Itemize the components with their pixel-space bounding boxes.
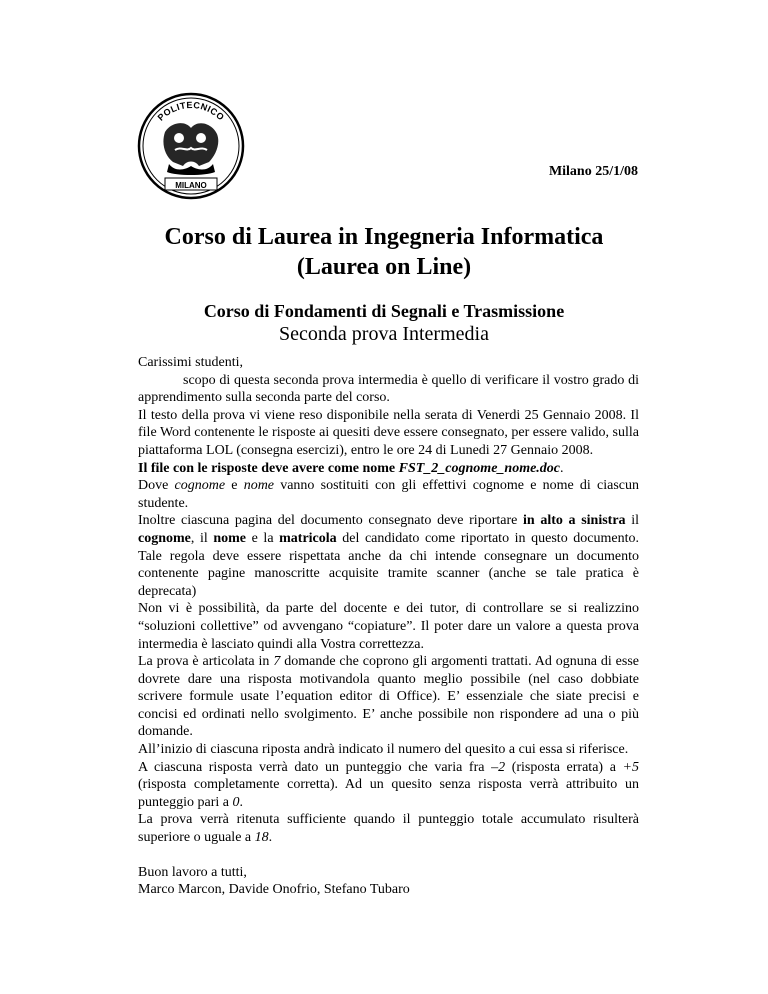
paragraph bbox=[138, 811, 639, 846]
svg-text:POLITECNICO bbox=[156, 100, 227, 123]
emph: 7 bbox=[273, 654, 281, 670]
strong: in alto a sinistra bbox=[523, 513, 626, 529]
subtitle bbox=[0, 300, 768, 346]
exam-name: Seconda prova Intermedia bbox=[279, 323, 489, 345]
paragraph: All’inizio di ciascuna riposta andrà indicato il numero del quesito a cui essa si riferisce. bbox=[138, 742, 629, 758]
paragraph bbox=[138, 477, 639, 512]
text: e la bbox=[246, 530, 280, 546]
document-date: Milano 25/1/08 bbox=[548, 164, 638, 179]
title-line-1: Corso di Laurea in Ingegneria Informatica bbox=[164, 224, 604, 250]
text: (risposta errata) a bbox=[505, 759, 623, 775]
emph: 18 bbox=[254, 830, 269, 846]
paragraph bbox=[138, 460, 639, 478]
strong: nome bbox=[213, 530, 247, 546]
text: (risposta completamente corretta). Ad un quesito senza risposta verrà attribuito un punteggio pari a bbox=[138, 777, 639, 810]
text: e bbox=[225, 478, 244, 494]
text: del candidato come riportato in questo documento. Tale regola deve essere rispettata anche da chi intende consegnare un documento contenente pagine manoscritte acquisite tramite scanner (anche se tale pratica è deprecata) bbox=[138, 530, 639, 599]
emph: nome bbox=[243, 478, 275, 494]
signature: Marco Marcon, Davide Onofrio, Stefano Tubaro bbox=[138, 882, 410, 898]
text: il bbox=[625, 513, 639, 529]
paragraph bbox=[138, 653, 639, 741]
text: La prova è articolata in bbox=[138, 654, 274, 670]
page-title bbox=[0, 222, 768, 282]
text: Dove bbox=[138, 478, 175, 494]
text: domande che coprono gli argomenti trattati. Ad ognuna di esse dovrete dare una risposta motivandola quanto meglio possibile (nel caso dobbiate scrivere formule usate l’equation editor di Office). E’ essenziale che siate precisi e concisi ed ordinati nello svolgimento. E’ anche possibile non rispondere ad una o più domande. bbox=[138, 654, 639, 740]
filename: FST_2_cognome_nome.doc bbox=[398, 460, 561, 476]
punct: . bbox=[560, 460, 564, 476]
text: A ciascuna risposta verrà dato un punteggio che varia fra bbox=[138, 759, 492, 775]
closing: Buon lavoro a tutti, bbox=[138, 864, 247, 880]
emph: cognome bbox=[174, 478, 226, 494]
filename-rule: Il file con le risposte deve avere come nome bbox=[138, 460, 399, 476]
course-name: Corso di Fondamenti di Segnali e Trasmissione bbox=[203, 301, 565, 321]
politecnico-seal-icon bbox=[135, 92, 247, 200]
paragraph: scopo di questa seconda prova intermedia è quello di verificare il vostro grado di apprendimento sulla seconda parte del corso. bbox=[138, 372, 639, 406]
emph: 0 bbox=[232, 794, 240, 810]
text: La prova verrà ritenuta sufficiente quando il punteggio totale accumulato risulterà superiore o uguale a bbox=[138, 812, 639, 846]
paragraph: Non vi è possibilità, da parte del docente e dei tutor, di controllare se si realizzino “soluzioni collettive” od avvengano “copiature”. Il poter dare un valore a questa prova intermedia è lasciato quindi alla Vostra correttezza. bbox=[138, 601, 639, 652]
text: . bbox=[239, 794, 243, 810]
text: Inoltre ciascuna pagina del documento consegnato deve riportare bbox=[138, 513, 523, 529]
emph: +5 bbox=[622, 759, 639, 775]
paragraph bbox=[138, 512, 639, 600]
paragraph: Il testo della prova vi viene reso disponibile nella serata di Venerdi 25 Gennaio 2008. Il file Word contenente le risposte ai quesiti deve essere consegnato, per essere valido, sulla piattaforma LOL (consegna esercizi), entro le ore 24 di Lunedi 27 Gennaio 2008. bbox=[138, 407, 639, 458]
seal-bottom-text: MILANO bbox=[175, 181, 207, 190]
seal-arc-text: POLITECNICO bbox=[155, 99, 227, 123]
text: vanno sostituiti con gli effettivi cognome e nome di ciascun studente. bbox=[138, 478, 639, 511]
text: . bbox=[268, 830, 273, 846]
greeting: Carissimi studenti, bbox=[138, 355, 243, 370]
title-line-2: (Laurea on Line) bbox=[296, 254, 472, 280]
strong: cognome bbox=[138, 530, 191, 546]
strong: matricola bbox=[279, 530, 337, 546]
emph: –2 bbox=[491, 759, 506, 775]
paragraph bbox=[138, 759, 639, 812]
text: , il bbox=[190, 530, 214, 546]
letter-body bbox=[138, 354, 639, 899]
